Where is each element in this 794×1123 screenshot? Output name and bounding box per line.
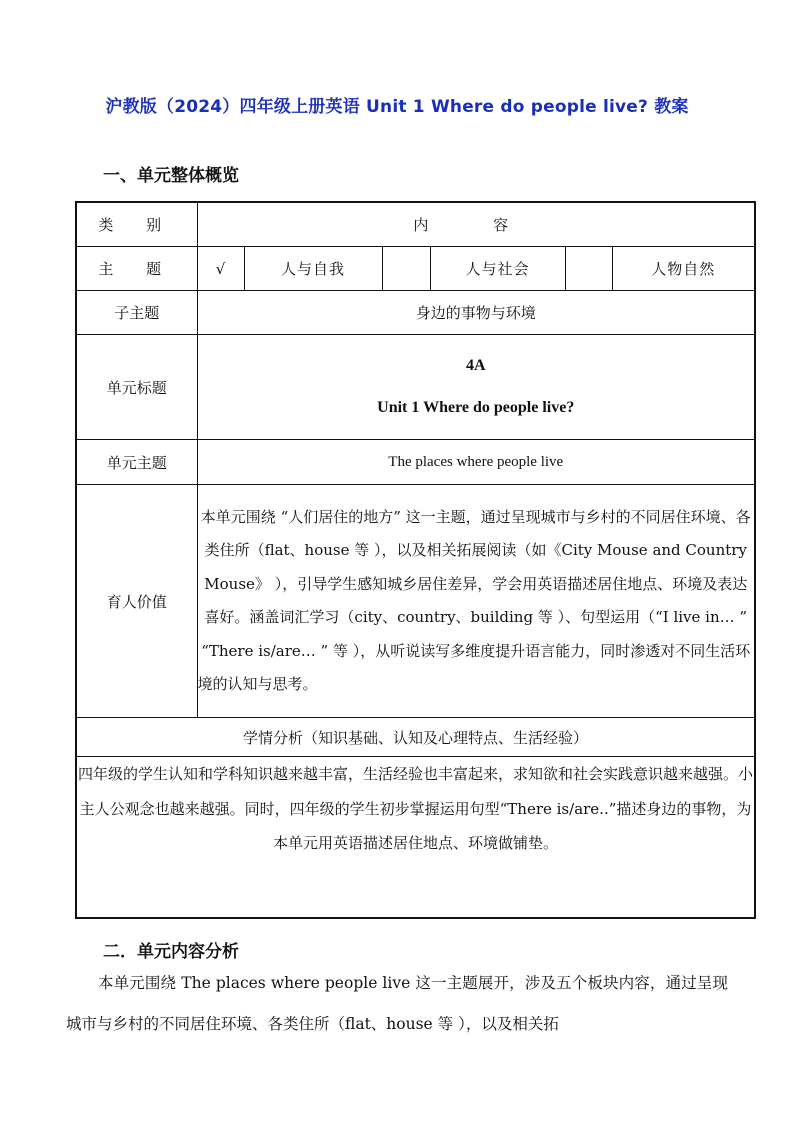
- theme-option2-checkmark: [382, 247, 430, 291]
- sub-theme-value: 身边的事物与环境: [197, 291, 755, 335]
- sub-theme-row: [76, 291, 755, 335]
- theme-option-nature: 人物自然: [612, 247, 755, 291]
- document-title: 沪教版（2024）四年级上册英语 Unit 1 Where do people live? 教案: [105, 97, 689, 117]
- section-heading-content-analysis: 二．单元内容分析: [103, 942, 239, 962]
- unit-overview-table: [75, 201, 756, 919]
- theme-option3-checkmark: [565, 247, 612, 291]
- learner-analysis-text: 四年级的学生认知和学科知识越来越丰富，生活经验也丰富起来，求知欲和社会实践意识越来越强。小主人公观念也越来越强。同时，四年级的学生初步掌握运用句型“There is/are..”描述身边的事物，为本单元用英语描述居住地点、环境做铺垫。: [76, 757, 755, 919]
- education-value-row: [76, 485, 755, 718]
- unit-grade-code: 4A: [465, 357, 486, 374]
- sub-theme-label: 子主题: [76, 291, 197, 335]
- learner-analysis-heading: 学情分析（知识基础、认知及心理特点、生活经验）: [76, 718, 755, 757]
- content-analysis-paragraph: [66, 963, 728, 1045]
- unit-topic-label: 单元主题: [76, 440, 197, 485]
- theme-option-society: 人与社会: [430, 247, 565, 291]
- learner-analysis-body-row: [76, 757, 755, 919]
- theme-option-self: 人与自我: [244, 247, 382, 291]
- unit-title-value: [197, 335, 755, 440]
- table-header-row: [76, 202, 755, 247]
- unit-title-row: [76, 335, 755, 440]
- learner-analysis-heading-row: [76, 718, 755, 757]
- unit-topic-row: [76, 440, 755, 485]
- theme-label: 主 题: [76, 247, 197, 291]
- theme-row: [76, 247, 755, 291]
- unit-topic-value: The places where people live: [197, 440, 755, 485]
- education-value-text: 本单元围绕 “人们居住的地方” 这一主题，通过呈现城市与乡村的不同居住环境、各类住所（flat、house 等 ），以及相关拓展阅读（如《City Mouse and Country Mouse》 ），引导学生感知城乡居住差异，学会用英语描述居住地点、环境及表达喜好。涵盖词汇学习（city、country、building 等 ）、句型运用（“I live in… ” “There is/are… ” 等 ），从听说读写多维度提升语言能力，同时渗透对不同生活环境的认知与思考。: [197, 485, 755, 718]
- unit-title-label: 单元标题: [76, 335, 197, 440]
- theme-option1-checkmark: √: [197, 247, 244, 291]
- content-header: 内 容: [197, 202, 755, 247]
- unit-name: Unit 1 Where do people live?: [377, 399, 575, 416]
- category-header: 类 别: [76, 202, 197, 247]
- section-heading-overview: 一、单元整体概览: [103, 166, 239, 186]
- content-analysis-text: 本单元围绕 The places where people live 这一主题展开，涉及五个板块内容，通过呈现城市与乡村的不同居住环境、各类住所（flat、house 等 ），以及相关拓: [66, 974, 728, 1033]
- education-value-label: 育人价值: [76, 485, 197, 718]
